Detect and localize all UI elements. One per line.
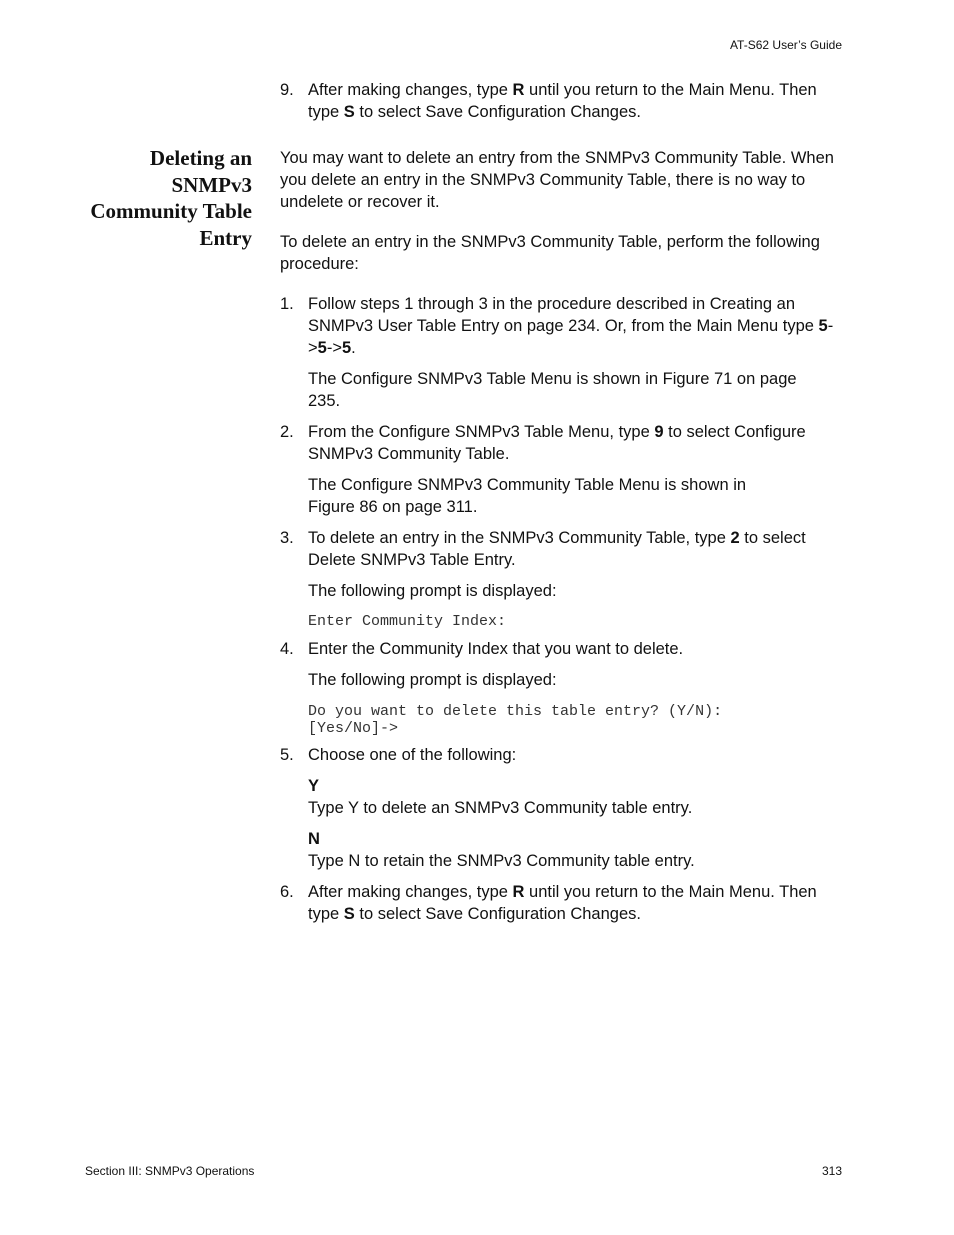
section-intro-2: To delete an entry in the SNMPv3 Community Table, perform the following procedure: [280, 233, 820, 273]
key-r: R [512, 81, 525, 99]
step-number: 3. [280, 529, 294, 547]
step-number: 1. [280, 295, 294, 313]
option-y-description: Type Y to delete an SNMPv3 Community table entry. [308, 799, 693, 817]
option-n-key: N [308, 830, 320, 848]
key-r: R [512, 883, 525, 901]
step-1-note: The Configure SNMPv3 Table Menu is shown in Figure 71 on page 235. [308, 370, 797, 410]
key-2: 2 [730, 529, 740, 547]
section-intro-1: You may want to delete an entry from the SNMPv3 Community Table. When you delete an entry in the SNMPv3 Community Table, there is no way to undelete or recover it. [280, 149, 834, 211]
step-number: 6. [280, 883, 294, 901]
prompt-delete-confirm: Do you want to delete this table entry? (Y/N): [Yes/No]-> [308, 703, 723, 737]
option-n-description: Type N to retain the SNMPv3 Community table entry. [308, 852, 695, 870]
page-number: 313 [821, 1164, 842, 1178]
step-number: 2. [280, 423, 294, 441]
step-5: 5. Choose one of the following: [280, 746, 517, 764]
key-9: 9 [654, 423, 664, 441]
step-3: 3. To delete an entry in the SNMPv3 Community Table, type 2 to select Delete SNMPv3 Table Entry. [280, 529, 806, 569]
step-3-note: The following prompt is displayed: [308, 582, 557, 600]
option-n [280, 828, 845, 872]
step-1: 1. Follow steps 1 through 3 in the procedure described in Creating an SNMPv3 User Table Entry on page 234. Or, from the Main Menu type 5->5->5. [280, 295, 834, 357]
option-y [280, 775, 845, 819]
step-number: 9. [280, 81, 294, 99]
option-y-key: Y [308, 777, 320, 795]
section-heading: Deleting an SNMPv3 Community Table Entry [90, 146, 252, 250]
key-s: S [343, 103, 355, 121]
key-5: 5 [341, 339, 352, 357]
step-4-note: The following prompt is displayed: [308, 671, 557, 689]
step-9: 9. After making changes, type R until you return to the Main Menu. Then type S to select Save Configuration Changes. [280, 81, 817, 121]
step-number: 4. [280, 640, 294, 658]
step-4: 4. Enter the Community Index that you want to delete. [280, 640, 684, 658]
key-5: 5 [317, 339, 327, 357]
step-6: 6. After making changes, type R until you return to the Main Menu. Then type S to select Save Configuration Changes. [280, 883, 817, 923]
footer-section: Section III: SNMPv3 Operations [85, 1164, 255, 1178]
step-2: 2. From the Configure SNMPv3 Table Menu, type 9 to select Configure SNMPv3 Community Table. [280, 423, 806, 463]
step-2-note: The Configure SNMPv3 Community Table Menu is shown in Figure 86 on page 311. [308, 476, 747, 516]
prompt-community-index: Enter Community Index: [308, 613, 507, 630]
key-s: S [343, 905, 355, 923]
key-5: 5 [818, 317, 828, 335]
running-header: AT-S62 User’s Guide [729, 38, 842, 52]
step-number: 5. [280, 746, 294, 764]
